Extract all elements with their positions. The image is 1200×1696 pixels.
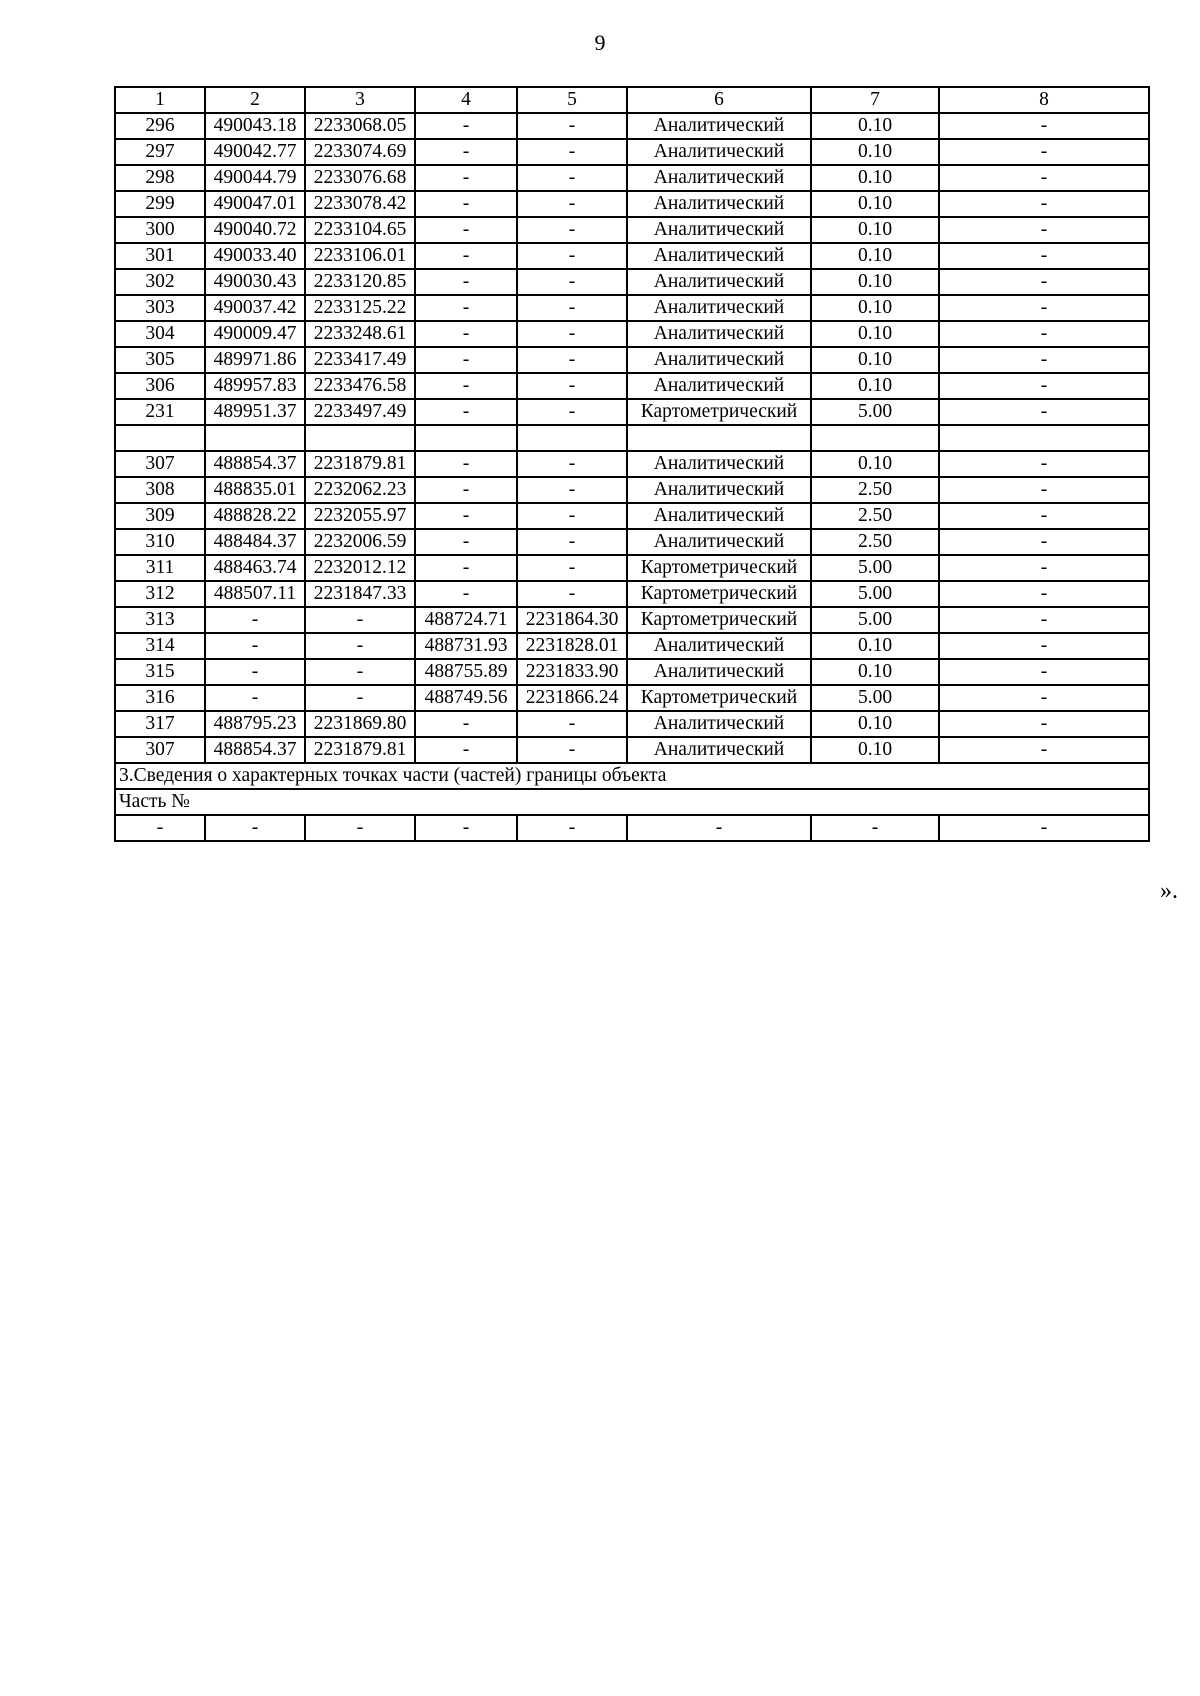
table-cell: 2233068.05 — [305, 113, 415, 139]
table-cell: 297 — [115, 139, 205, 165]
table-row — [115, 555, 1149, 581]
table-cell: - — [939, 451, 1149, 477]
table-cell: 488828.22 — [205, 503, 305, 529]
table-row — [115, 477, 1149, 503]
table-row — [115, 737, 1149, 763]
table-cell: 488795.23 — [205, 711, 305, 737]
table-cell: 315 — [115, 659, 205, 685]
table-cell: 0.10 — [811, 269, 939, 295]
table-cell: - — [939, 139, 1149, 165]
table-cell: 310 — [115, 529, 205, 555]
table-cell: - — [415, 191, 517, 217]
section-title-row — [115, 763, 1149, 789]
table-cell: - — [811, 815, 939, 841]
table-row — [115, 165, 1149, 191]
table-cell: 313 — [115, 607, 205, 633]
table-cell: - — [517, 113, 627, 139]
table-cell: 2233476.58 — [305, 373, 415, 399]
table-cell: 305 — [115, 347, 205, 373]
table-cell: 488755.89 — [415, 659, 517, 685]
table-cell — [115, 425, 205, 451]
table-cell: 488484.37 — [205, 529, 305, 555]
table-cell: - — [415, 269, 517, 295]
table-row — [115, 295, 1149, 321]
table-cell: - — [517, 165, 627, 191]
table-cell: - — [939, 477, 1149, 503]
table-cell: 299 — [115, 191, 205, 217]
table-row — [115, 529, 1149, 555]
table-cell: 5.00 — [811, 685, 939, 711]
table-cell — [205, 425, 305, 451]
table-cell: 304 — [115, 321, 205, 347]
table-cell: - — [517, 711, 627, 737]
table-cell: 296 — [115, 113, 205, 139]
table-cell: Аналитический — [627, 269, 811, 295]
table-cell: 317 — [115, 711, 205, 737]
table-cell: Картометрический — [627, 399, 811, 425]
table-cell — [305, 425, 415, 451]
table-cell: - — [939, 113, 1149, 139]
table-cell: 0.10 — [811, 451, 939, 477]
table-cell: - — [205, 815, 305, 841]
table-cell: 488854.37 — [205, 737, 305, 763]
table-cell: - — [517, 217, 627, 243]
table-cell: 490040.72 — [205, 217, 305, 243]
table-cell — [939, 425, 1149, 451]
table-cell: - — [517, 529, 627, 555]
table-cell: - — [115, 815, 205, 841]
table-cell: - — [939, 555, 1149, 581]
table-cell: 2232055.97 — [305, 503, 415, 529]
table-cell: - — [415, 243, 517, 269]
table-cell: 5.00 — [811, 555, 939, 581]
table-cell: Аналитический — [627, 165, 811, 191]
table-row — [115, 503, 1149, 529]
table-row — [115, 711, 1149, 737]
table-cell: - — [517, 191, 627, 217]
column-header: 8 — [939, 87, 1149, 113]
table-cell: - — [415, 815, 517, 841]
table-cell: - — [415, 737, 517, 763]
table-cell: 0.10 — [811, 165, 939, 191]
table-cell: Аналитический — [627, 113, 811, 139]
table-cell: 2233104.65 — [305, 217, 415, 243]
table-cell: 2231879.81 — [305, 737, 415, 763]
table-cell: - — [415, 165, 517, 191]
table-cell: 488724.71 — [415, 607, 517, 633]
table-cell: 298 — [115, 165, 205, 191]
table-cell: - — [415, 581, 517, 607]
table-cell: Аналитический — [627, 451, 811, 477]
table-cell: 306 — [115, 373, 205, 399]
table-cell — [627, 425, 811, 451]
table-cell: - — [939, 217, 1149, 243]
table-cell: 2233074.69 — [305, 139, 415, 165]
table-cell: 0.10 — [811, 737, 939, 763]
table-cell: 307 — [115, 737, 205, 763]
table-cell: Аналитический — [627, 321, 811, 347]
table-cell: 314 — [115, 633, 205, 659]
table-cell: 490030.43 — [205, 269, 305, 295]
coordinates-table — [114, 86, 1150, 842]
table-cell: 2.50 — [811, 503, 939, 529]
table-cell: 2231866.24 — [517, 685, 627, 711]
table-cell: Картометрический — [627, 555, 811, 581]
table-cell: 5.00 — [811, 399, 939, 425]
table-cell: 490042.77 — [205, 139, 305, 165]
table-cell: 300 — [115, 217, 205, 243]
table-cell: - — [305, 659, 415, 685]
table-row — [115, 269, 1149, 295]
table-row — [115, 113, 1149, 139]
table-cell: 303 — [115, 295, 205, 321]
table-cell: 316 — [115, 685, 205, 711]
table-cell: - — [305, 815, 415, 841]
table-cell: - — [939, 659, 1149, 685]
table-cell: 301 — [115, 243, 205, 269]
table-cell: - — [415, 711, 517, 737]
closing-quote-mark: ». — [1160, 878, 1178, 904]
table-cell: 490037.42 — [205, 295, 305, 321]
table-cell: - — [205, 633, 305, 659]
table-cell: 490044.79 — [205, 165, 305, 191]
table-cell: - — [205, 685, 305, 711]
table-cell: 0.10 — [811, 321, 939, 347]
table-cell: Аналитический — [627, 139, 811, 165]
table-row — [115, 815, 1149, 841]
table-cell: 311 — [115, 555, 205, 581]
table-cell: - — [205, 607, 305, 633]
table-cell: - — [305, 633, 415, 659]
table-cell: - — [415, 217, 517, 243]
table-cell: 2233078.42 — [305, 191, 415, 217]
column-header: 2 — [205, 87, 305, 113]
table-cell: 2233076.68 — [305, 165, 415, 191]
table-cell: - — [517, 503, 627, 529]
table-cell: - — [415, 321, 517, 347]
table-row — [115, 659, 1149, 685]
table-cell: Аналитический — [627, 295, 811, 321]
table-cell: - — [939, 269, 1149, 295]
table-cell: Аналитический — [627, 737, 811, 763]
table-cell: 0.10 — [811, 139, 939, 165]
table-cell: - — [415, 451, 517, 477]
table-cell: 0.10 — [811, 659, 939, 685]
table-cell: - — [939, 685, 1149, 711]
table-cell: Аналитический — [627, 529, 811, 555]
table-cell: - — [517, 477, 627, 503]
table-row — [115, 321, 1149, 347]
table-cell — [517, 425, 627, 451]
table-cell: - — [939, 191, 1149, 217]
table-cell: - — [305, 685, 415, 711]
table-cell: - — [517, 737, 627, 763]
table-cell: Аналитический — [627, 243, 811, 269]
table-cell: 488835.01 — [205, 477, 305, 503]
table-cell: 0.10 — [811, 243, 939, 269]
table-cell: 2.50 — [811, 477, 939, 503]
table-cell: 488854.37 — [205, 451, 305, 477]
table-cell: 488507.11 — [205, 581, 305, 607]
table-cell: Картометрический — [627, 581, 811, 607]
table-row — [115, 451, 1149, 477]
table-row — [115, 347, 1149, 373]
table-cell: 2231864.30 — [517, 607, 627, 633]
table-cell: - — [939, 737, 1149, 763]
table-cell: 2233248.61 — [305, 321, 415, 347]
table-cell: - — [415, 295, 517, 321]
table-cell: Аналитический — [627, 711, 811, 737]
column-header: 3 — [305, 87, 415, 113]
table-cell: 2.50 — [811, 529, 939, 555]
table-cell: - — [415, 373, 517, 399]
section-title: 3.Сведения о характерных точках части (частей) границы объекта — [115, 763, 1149, 789]
table-cell: 2233120.85 — [305, 269, 415, 295]
table-cell: 0.10 — [811, 633, 939, 659]
table-cell: Аналитический — [627, 191, 811, 217]
table-cell: - — [415, 139, 517, 165]
table-cell: - — [939, 633, 1149, 659]
table-cell: - — [205, 659, 305, 685]
table-cell — [415, 425, 517, 451]
table-cell: - — [517, 139, 627, 165]
table-row — [115, 373, 1149, 399]
table-cell: - — [939, 165, 1149, 191]
table-cell: - — [517, 451, 627, 477]
table-cell: 2231828.01 — [517, 633, 627, 659]
table-cell: - — [939, 399, 1149, 425]
table-cell: - — [939, 295, 1149, 321]
table-cell: 0.10 — [811, 217, 939, 243]
table-cell: 0.10 — [811, 711, 939, 737]
table-cell: Аналитический — [627, 659, 811, 685]
table-cell: 0.10 — [811, 191, 939, 217]
table-cell: - — [517, 815, 627, 841]
column-header: 5 — [517, 87, 627, 113]
table-cell: 2233417.49 — [305, 347, 415, 373]
table-row — [115, 399, 1149, 425]
table-cell: 2233497.49 — [305, 399, 415, 425]
table-cell: 5.00 — [811, 607, 939, 633]
table-cell: Картометрический — [627, 607, 811, 633]
table-cell: Аналитический — [627, 347, 811, 373]
table-cell: - — [939, 373, 1149, 399]
table-cell: - — [517, 295, 627, 321]
table-cell: - — [939, 243, 1149, 269]
table-cell: - — [939, 503, 1149, 529]
table-cell: 312 — [115, 581, 205, 607]
table-cell: 302 — [115, 269, 205, 295]
table-row — [115, 191, 1149, 217]
table-cell: - — [415, 555, 517, 581]
table-cell — [811, 425, 939, 451]
table-cell: 488749.56 — [415, 685, 517, 711]
table-cell: 0.10 — [811, 113, 939, 139]
column-header: 1 — [115, 87, 205, 113]
table-row — [115, 217, 1149, 243]
table-cell: - — [415, 347, 517, 373]
table-cell: 488463.74 — [205, 555, 305, 581]
table-row — [115, 633, 1149, 659]
table-cell: 2232006.59 — [305, 529, 415, 555]
table-cell: 307 — [115, 451, 205, 477]
table-cell: 0.10 — [811, 347, 939, 373]
table-cell: - — [415, 503, 517, 529]
table-cell: 308 — [115, 477, 205, 503]
table-cell: - — [939, 815, 1149, 841]
table-cell: - — [415, 477, 517, 503]
table-cell: - — [939, 347, 1149, 373]
table-cell: - — [939, 321, 1149, 347]
table-cell: - — [517, 373, 627, 399]
table-cell: 489957.83 — [205, 373, 305, 399]
table-row — [115, 139, 1149, 165]
table-row — [115, 685, 1149, 711]
column-header: 7 — [811, 87, 939, 113]
table-cell: 309 — [115, 503, 205, 529]
table-cell: 0.10 — [811, 295, 939, 321]
table-cell: 489971.86 — [205, 347, 305, 373]
table-cell: 2231879.81 — [305, 451, 415, 477]
table-cell: 2231833.90 — [517, 659, 627, 685]
table-cell: - — [305, 607, 415, 633]
table-cell: 2233125.22 — [305, 295, 415, 321]
column-header: 4 — [415, 87, 517, 113]
table-header-row — [115, 87, 1149, 113]
table-cell: - — [939, 711, 1149, 737]
table-row — [115, 243, 1149, 269]
table-cell: 490047.01 — [205, 191, 305, 217]
table-cell: 231 — [115, 399, 205, 425]
table-cell: 488731.93 — [415, 633, 517, 659]
table-cell: 2232062.23 — [305, 477, 415, 503]
table-cell: Аналитический — [627, 503, 811, 529]
table-cell: 490009.47 — [205, 321, 305, 347]
table-cell: 2233106.01 — [305, 243, 415, 269]
table-cell: - — [415, 529, 517, 555]
table-cell: - — [517, 347, 627, 373]
table-cell: - — [517, 269, 627, 295]
table-cell: - — [517, 243, 627, 269]
empty-separator-row — [115, 425, 1149, 451]
table-cell: 490033.40 — [205, 243, 305, 269]
table-cell: - — [415, 113, 517, 139]
table-cell: Аналитический — [627, 373, 811, 399]
column-header: 6 — [627, 87, 811, 113]
table-cell: - — [517, 321, 627, 347]
table-cell: 2231869.80 — [305, 711, 415, 737]
table-cell: - — [939, 607, 1149, 633]
table-cell: Аналитический — [627, 477, 811, 503]
table-row — [115, 581, 1149, 607]
table-cell: - — [939, 529, 1149, 555]
table-cell: Аналитический — [627, 217, 811, 243]
table-cell: 2231847.33 — [305, 581, 415, 607]
table-row — [115, 607, 1149, 633]
table-cell: - — [517, 399, 627, 425]
table-cell: - — [415, 399, 517, 425]
page-number: 9 — [594, 30, 606, 55]
table-cell: 0.10 — [811, 373, 939, 399]
table-cell: 2232012.12 — [305, 555, 415, 581]
table-cell: 5.00 — [811, 581, 939, 607]
table-cell: 489951.37 — [205, 399, 305, 425]
table-cell: Аналитический — [627, 633, 811, 659]
table-cell: 490043.18 — [205, 113, 305, 139]
part-label-row — [115, 789, 1149, 815]
table-cell: - — [517, 581, 627, 607]
table-cell: Картометрический — [627, 685, 811, 711]
part-label: Часть № — [115, 789, 1149, 815]
table-cell: - — [939, 581, 1149, 607]
table-cell: - — [517, 555, 627, 581]
table-cell: - — [627, 815, 811, 841]
